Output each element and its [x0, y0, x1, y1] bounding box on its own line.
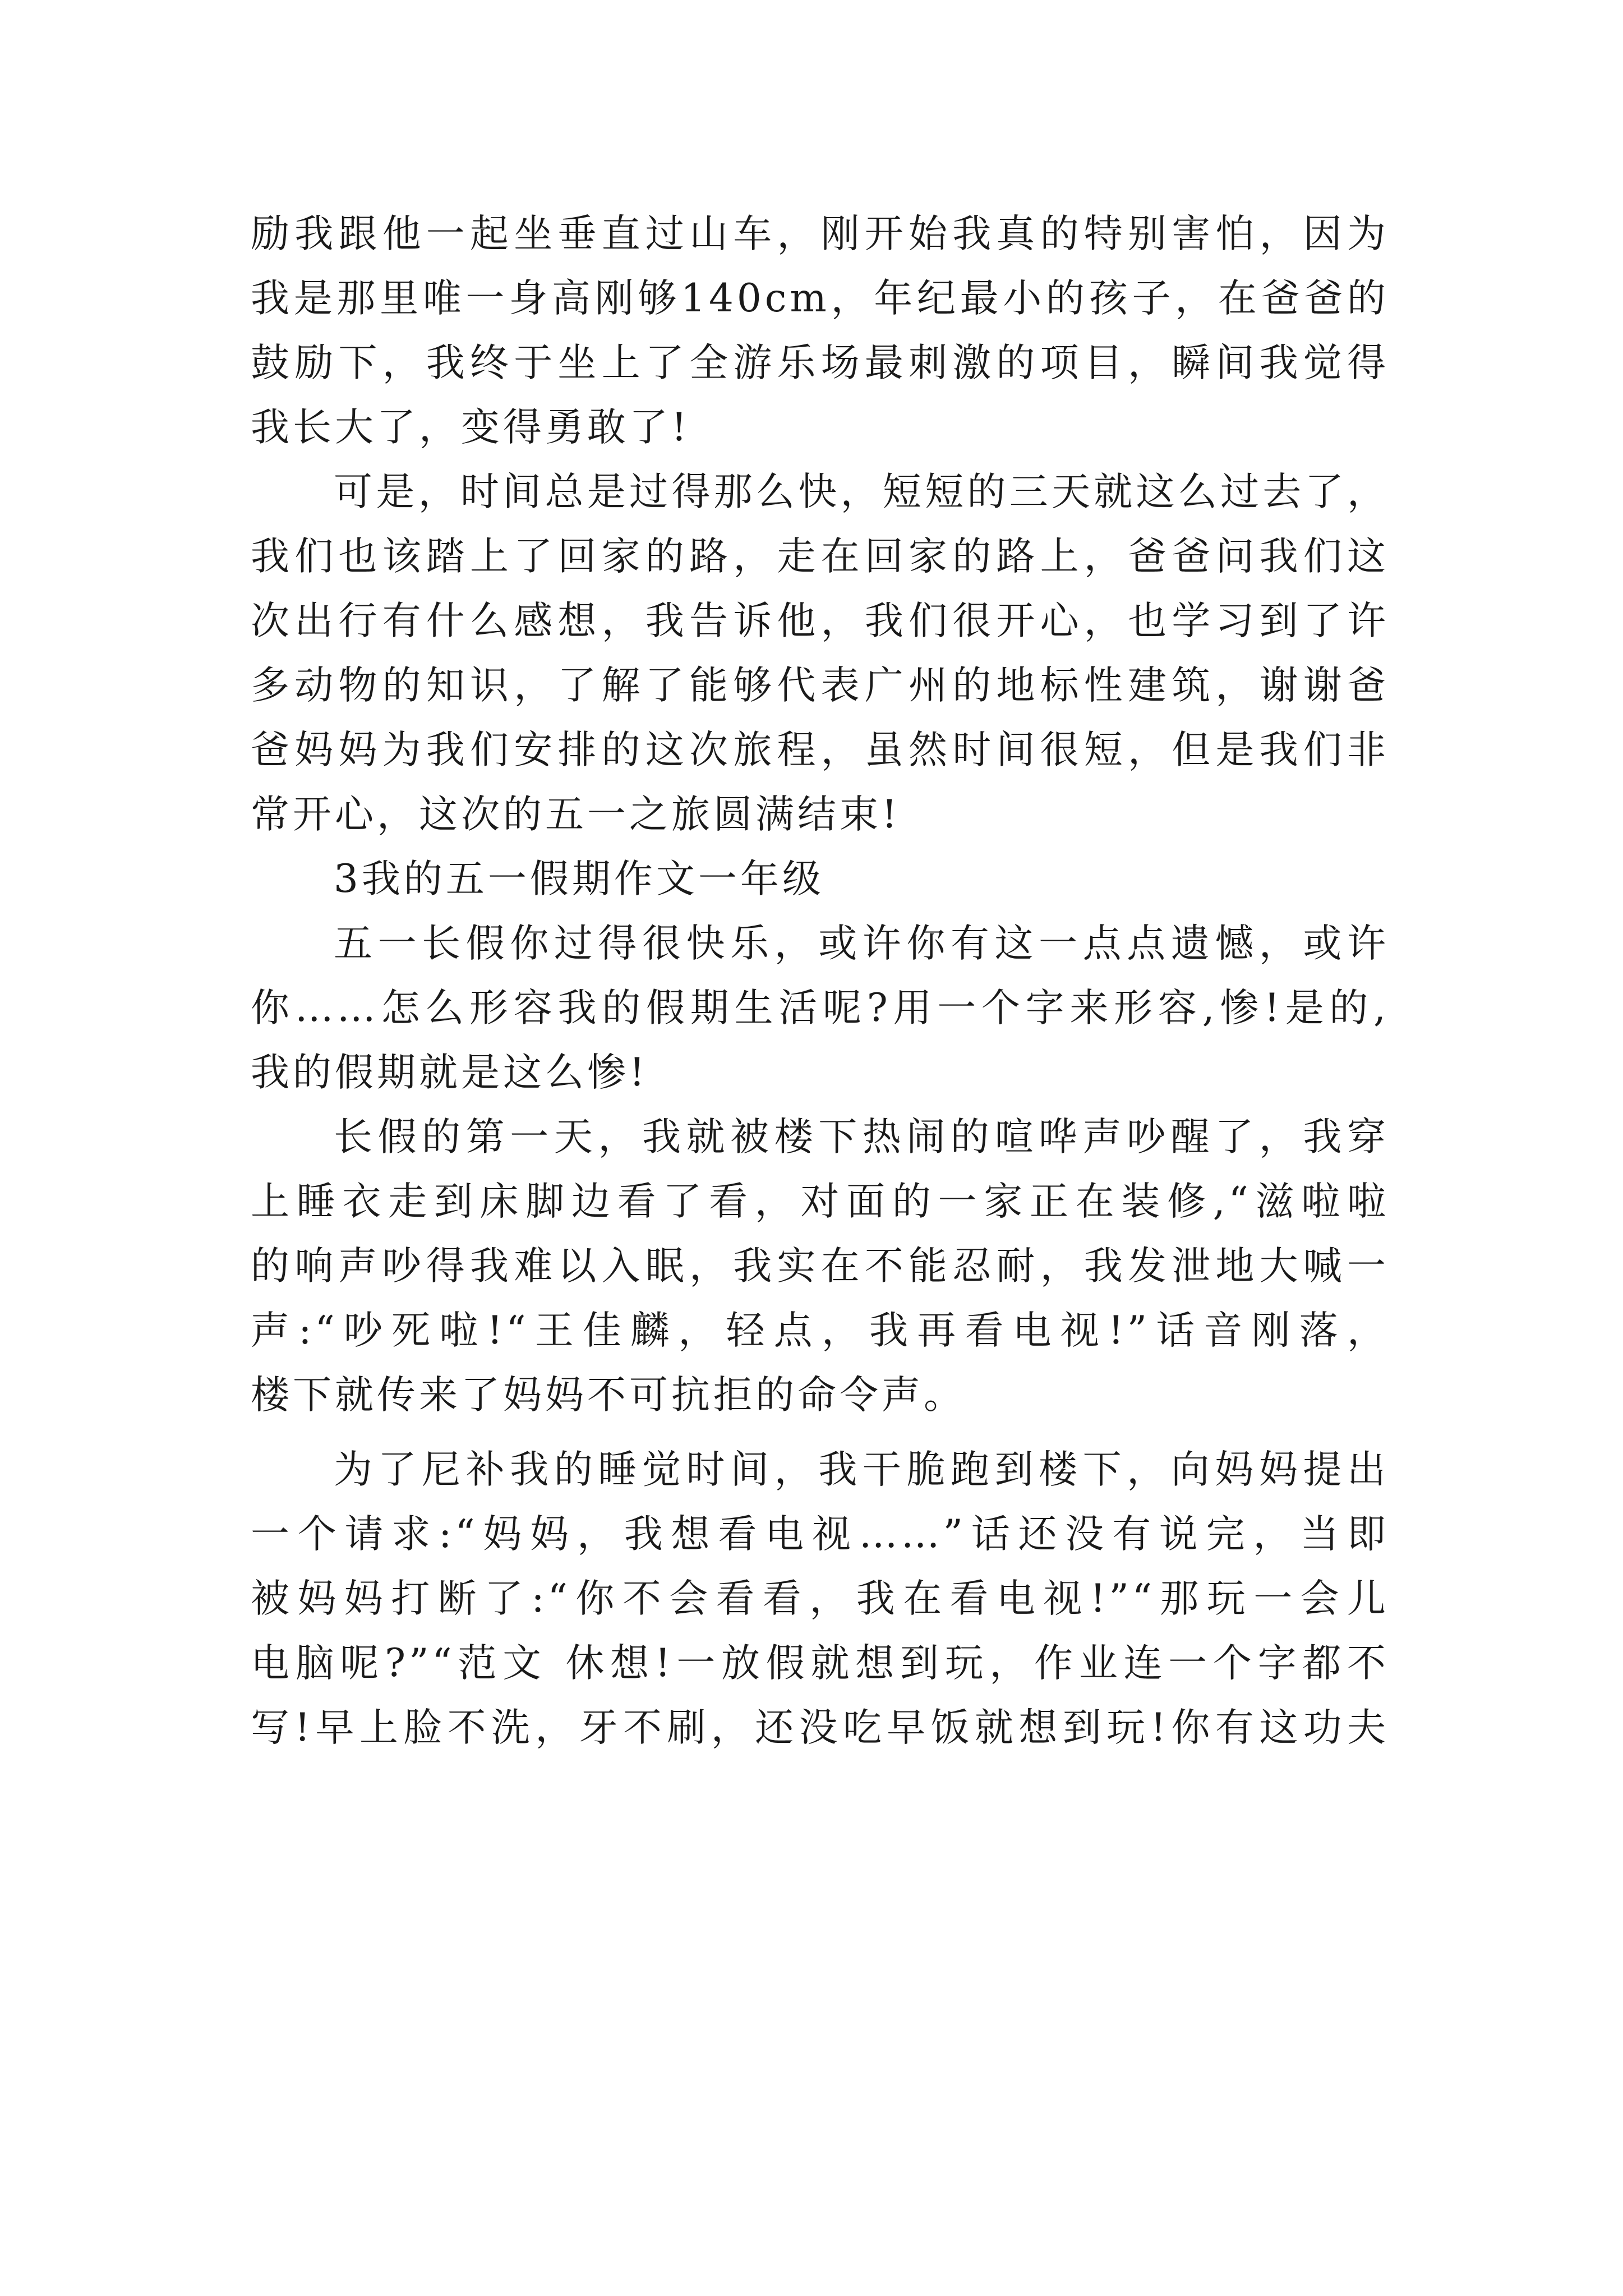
text-line: 次出行有什么感想，我告诉他，我们很开心，也学习到了许	[251, 599, 1389, 643]
text-line: 你……怎么形容我的假期生活呢?用一个字来形容,惨!是的,	[251, 986, 1389, 1030]
text-line: 电脑呢?”“范文 休想!一放假就想到玩，作业连一个字都不	[251, 1641, 1389, 1686]
section-heading: 3我的五一假期作文一年级	[334, 857, 824, 901]
text-line: 多动物的知识，了解了能够代表广州的地标性建筑，谢谢爸	[251, 663, 1389, 708]
text-line: 我是那里唯一身高刚够140cm，年纪最小的孩子，在爸爸的	[251, 276, 1389, 321]
essay-text	[251, 202, 1389, 1760]
text-line: 常开心，这次的五一之旅圆满结束!	[251, 792, 901, 837]
text-line: 爸妈妈为我们安排的这次旅程，虽然时间很短，但是我们非	[251, 728, 1389, 772]
text-line: 我长大了，变得勇敢了!	[251, 405, 690, 450]
text-line: 的响声吵得我难以入眠，我实在不能忍耐，我发泄地大喊一	[251, 1244, 1389, 1289]
text-line: 写!早上脸不洗，牙不刷，还没吃早饭就想到玩!你有这功夫	[251, 1705, 1389, 1750]
paragraph-start-line: 可是，时间总是过得那么快，短短的三天就这么过去了，	[334, 470, 1389, 514]
text-line: 鼓励下，我终于坐上了全游乐场最刺激的项目，瞬间我觉得	[251, 341, 1389, 385]
text-line: 一个请求:“妈妈，我想看电视……”话还没有说完，当即	[251, 1512, 1389, 1557]
paragraph-start-line: 长假的第一天，我就被楼下热闹的喧哗声吵醒了，我穿	[334, 1115, 1389, 1159]
text-line: 上睡衣走到床脚边看了看，对面的一家正在装修,“滋啦啦	[251, 1179, 1389, 1224]
text-line: 我的假期就是这么惨!	[251, 1050, 648, 1095]
text-line: 励我跟他一起坐垂直过山车，刚开始我真的特别害怕，因为	[251, 211, 1389, 256]
text-line: 被妈妈打断了:“你不会看看，我在看电视!”“那玩一会儿	[251, 1576, 1389, 1621]
text-line: 声:“吵死啦!“王佳麟，轻点，我再看电视!”话音刚落，	[251, 1308, 1389, 1353]
paragraph-start-line: 五一长假你过得很快乐，或许你有这一点点遗憾，或许	[334, 921, 1389, 966]
text-line: 我们也该踏上了回家的路，走在回家的路上，爸爸问我们这	[251, 534, 1389, 579]
paragraph-start-line: 为了尼补我的睡觉时间，我干脆跑到楼下，向妈妈提出	[334, 1447, 1389, 1492]
text-line: 楼下就传来了妈妈不可抗拒的命令声。	[251, 1373, 966, 1418]
